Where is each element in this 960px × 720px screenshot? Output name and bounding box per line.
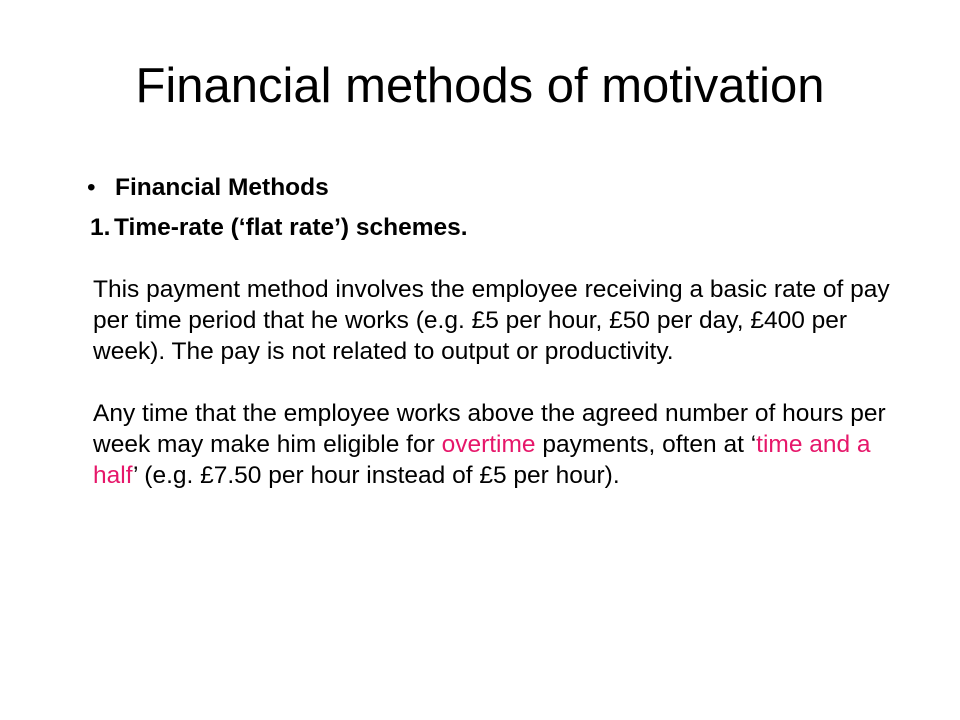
item-heading: Time-rate (‘flat rate’) schemes. bbox=[114, 214, 468, 241]
paragraph-text: ’ (e.g. £7.50 per hour instead of £5 per hour). bbox=[132, 462, 620, 489]
highlight-overtime: overtime bbox=[441, 431, 536, 458]
paragraph-text: Any time that the employee works above the agreed number of hours per week may make him eligible for bbox=[93, 400, 886, 458]
bullet-text: Financial Methods bbox=[115, 174, 329, 201]
paragraph-text: payments, often at ‘ bbox=[535, 431, 757, 458]
overtime-paragraph bbox=[93, 398, 913, 491]
numbered-heading bbox=[90, 212, 920, 243]
slide-title: Financial methods of motivation bbox=[135, 59, 825, 113]
bullet-item bbox=[87, 172, 923, 203]
item-number: 1. bbox=[90, 214, 111, 241]
slide-content bbox=[87, 172, 923, 491]
bullet-icon: • bbox=[87, 174, 96, 201]
description-paragraph: This payment method involves the employee receiving a basic rate of pay per time period that he works (e.g. £5 per hour, £50 per day, £400 per week). The pay is not related to output or productivity. bbox=[93, 276, 890, 365]
highlight-time-and-a-half: time and a half bbox=[93, 431, 871, 489]
